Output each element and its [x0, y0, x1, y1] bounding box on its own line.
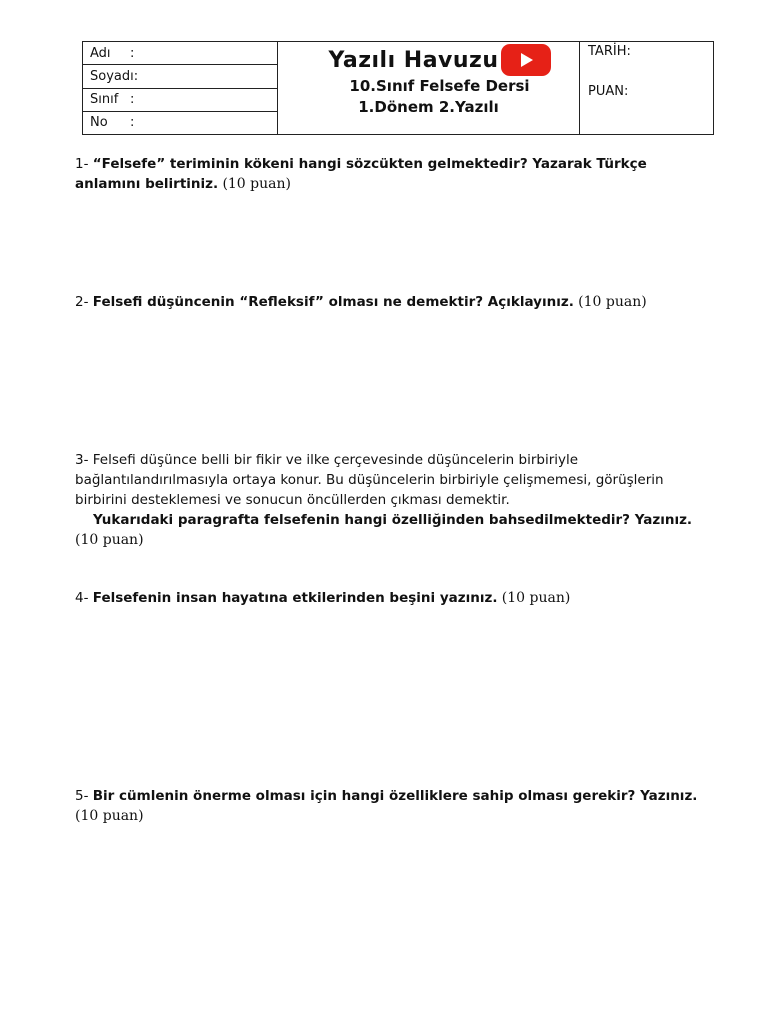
date-field[interactable]: TARİH: [588, 44, 631, 59]
question-text: Felsefi düşüncenin “Refleksif” olması ne demektir? Açıklayınız. [92, 294, 574, 310]
question-text: Yukarıdaki paragrafta felsefenin hangi özelliğinden bahsedilmektedir? Yazınız. [93, 512, 693, 528]
score-field[interactable]: PUAN: [588, 84, 629, 99]
question-text: Felsefenin insan hayatına etkilerinden beşini yazınız. [92, 590, 498, 606]
exam-header [82, 41, 714, 135]
question-text: Bir cümlenin önerme olması için hangi özelliklere sahip olması gerekir? Yazınız. [92, 788, 698, 804]
student-info [83, 42, 278, 134]
name-field[interactable]: Adı : [83, 42, 277, 65]
class-field[interactable]: Sınıf : [83, 89, 277, 112]
points: (10 puan) [501, 590, 571, 606]
passage: Felsefi düşünce belli bir fikir ve ilke çerçevesinde düşüncelerin birbiriyle bağlantılandırılmasıyla ortaya konur. Bu düşüncelerin birbiriyle çelişmemesi, görüşlerin birbirini desteklemesi ve sonucun öncüllerden çıkması demektir. [75, 452, 664, 508]
question-4: 4- Felsefenin insan hayatına etkilerinden beşini yazınız. (10 puan) [75, 590, 571, 606]
brand-logo [328, 44, 550, 76]
question-3: 3- Felsefi düşünce belli bir fikir ve ilke çerçevesinde düşüncelerin birbiriyle bağlantılandırılmasıyla ortaya konur. Bu düşüncelerin birbiriyle çelişmemesi, görüşlerin birbirini desteklemesi ve sonucun öncüllerden çıkması demektir. Yukarıdaki paragrafta felsefenin hangi özelliğinden bahsedilmektedir? Yazınız. (10 puan) [75, 452, 693, 548]
question-1: 1- “Felsefe” teriminin kökeni hangi sözcükten gelmektedir? Yazarak Türkçe anlamını belirtiniz. (10 puan) [75, 156, 647, 192]
grading-box [580, 42, 713, 134]
question-text: “Felsefe” teriminin kökeni hangi sözcükten gelmektedir? Yazarak Türkçe anlamını belirtiniz. [75, 156, 647, 192]
points: (10 puan) [75, 808, 144, 824]
exam-title [278, 42, 580, 134]
question-2: 2- Felsefi düşüncenin “Refleksif” olması ne demektir? Açıklayınız. (10 puan) [75, 294, 647, 310]
points: (10 puan) [222, 176, 291, 192]
term-title: 1.Dönem 2.Yazılı [358, 98, 499, 116]
course-title: 10.Sınıf Felsefe Dersi [349, 77, 530, 95]
points: (10 puan) [75, 532, 144, 548]
number-field[interactable]: No : [90, 115, 135, 131]
surname-field[interactable]: Soyadı: [83, 65, 277, 88]
question-5: 5- Bir cümlenin önerme olması için hangi özelliklere sahip olması gerekir? Yazınız. (10 puan) [75, 788, 698, 824]
points: (10 puan) [578, 294, 647, 310]
brand-name: Yazılı Havuzu [328, 47, 499, 73]
youtube-play-icon [501, 44, 551, 76]
